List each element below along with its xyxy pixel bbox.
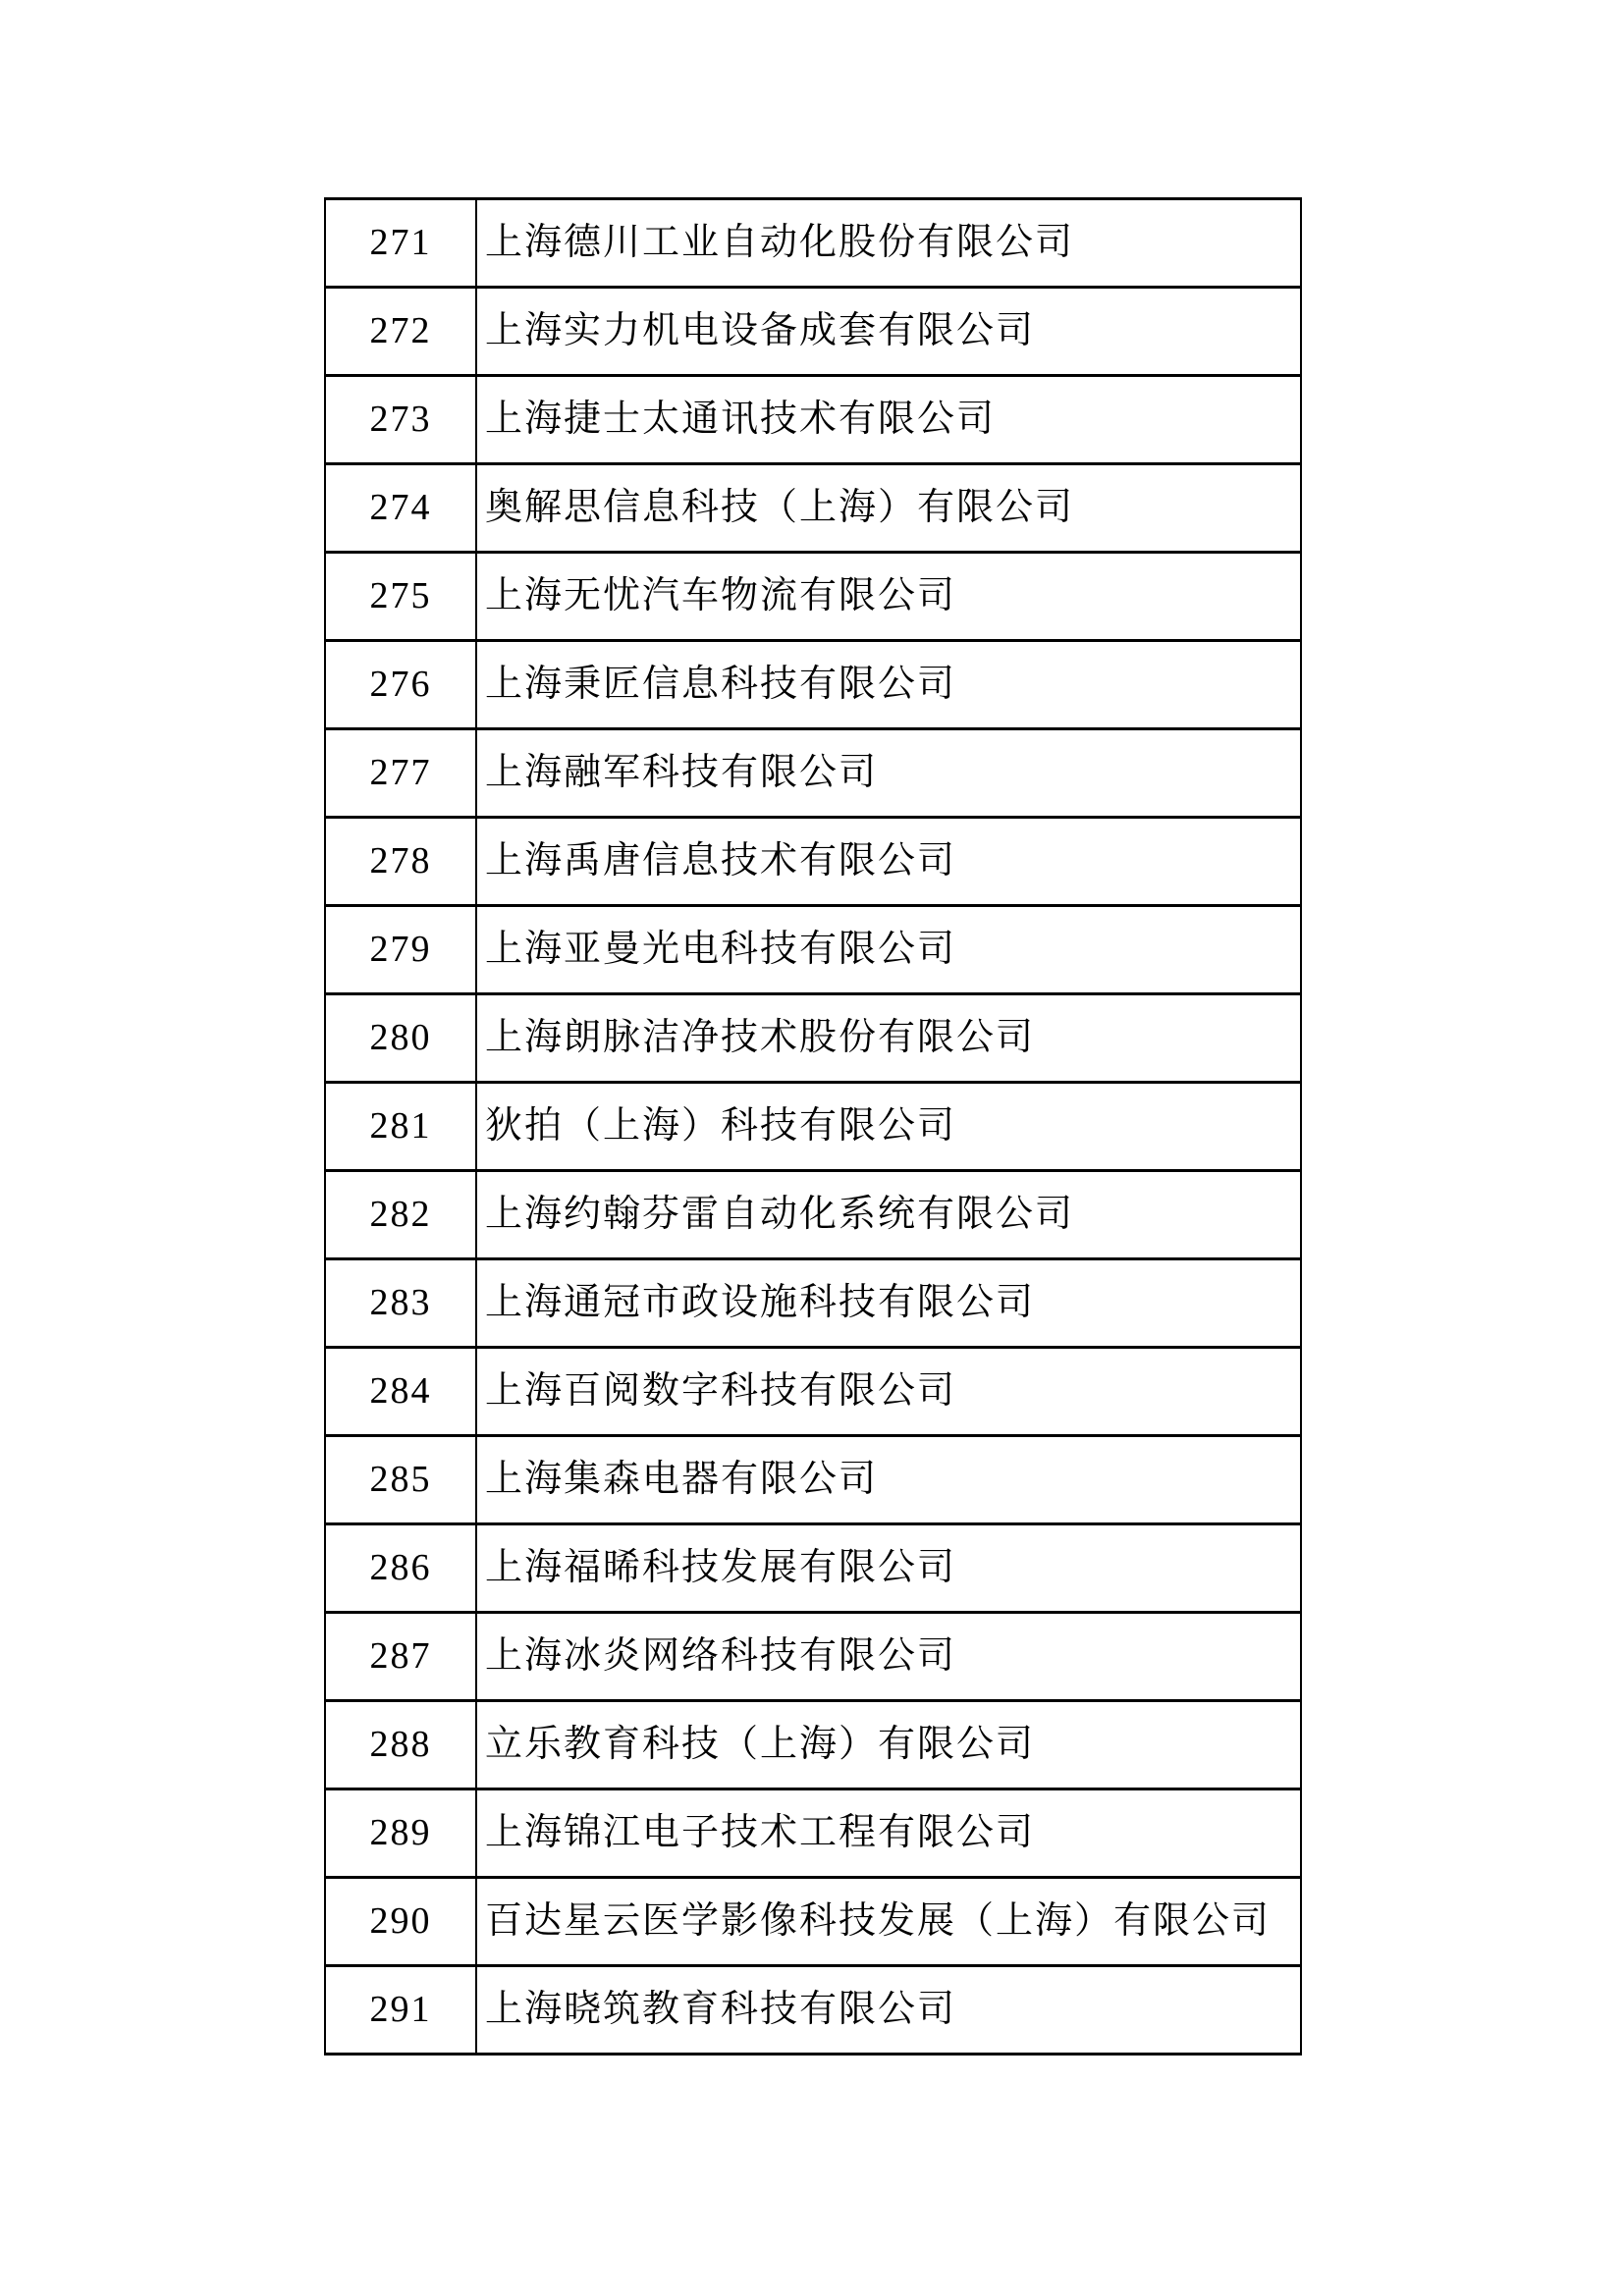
table-row bbox=[325, 906, 1301, 994]
row-index-cell: 281 bbox=[325, 1083, 476, 1171]
table-row bbox=[325, 818, 1301, 906]
company-table-body bbox=[325, 199, 1301, 2055]
row-index-cell: 282 bbox=[325, 1171, 476, 1259]
company-name-cell: 上海集森电器有限公司 bbox=[476, 1436, 1301, 1524]
company-name-cell: 狄拍（上海）科技有限公司 bbox=[476, 1083, 1301, 1171]
table-row bbox=[325, 199, 1301, 288]
row-index-cell: 280 bbox=[325, 994, 476, 1083]
table-row bbox=[325, 1613, 1301, 1701]
table-row bbox=[325, 1701, 1301, 1789]
company-name-cell: 上海无忧汽车物流有限公司 bbox=[476, 553, 1301, 641]
table-row bbox=[325, 464, 1301, 553]
row-index-cell: 290 bbox=[325, 1878, 476, 1966]
row-index-cell: 274 bbox=[325, 464, 476, 553]
table-row bbox=[325, 1436, 1301, 1524]
row-index-cell: 277 bbox=[325, 729, 476, 818]
row-index-cell: 279 bbox=[325, 906, 476, 994]
company-name-cell: 上海亚曼光电科技有限公司 bbox=[476, 906, 1301, 994]
company-name-cell: 上海福晞科技发展有限公司 bbox=[476, 1524, 1301, 1613]
company-name-cell: 上海通冠市政设施科技有限公司 bbox=[476, 1259, 1301, 1348]
row-index-cell: 271 bbox=[325, 199, 476, 288]
company-name-cell: 上海捷士太通讯技术有限公司 bbox=[476, 376, 1301, 464]
row-index-cell: 278 bbox=[325, 818, 476, 906]
company-name-cell: 奥解思信息科技（上海）有限公司 bbox=[476, 464, 1301, 553]
table-row bbox=[325, 1966, 1301, 2055]
company-name-cell: 上海秉匠信息科技有限公司 bbox=[476, 641, 1301, 729]
table-row bbox=[325, 729, 1301, 818]
company-name-cell: 上海实力机电设备成套有限公司 bbox=[476, 288, 1301, 376]
company-table bbox=[324, 197, 1302, 2056]
row-index-cell: 275 bbox=[325, 553, 476, 641]
row-index-cell: 286 bbox=[325, 1524, 476, 1613]
row-index-cell: 276 bbox=[325, 641, 476, 729]
company-name-cell: 上海融军科技有限公司 bbox=[476, 729, 1301, 818]
table-row bbox=[325, 376, 1301, 464]
company-name-cell: 上海约翰芬雷自动化系统有限公司 bbox=[476, 1171, 1301, 1259]
company-name-cell: 上海德川工业自动化股份有限公司 bbox=[476, 199, 1301, 288]
company-name-cell: 上海朗脉洁净技术股份有限公司 bbox=[476, 994, 1301, 1083]
table-row bbox=[325, 288, 1301, 376]
company-name-cell: 上海冰炎网络科技有限公司 bbox=[476, 1613, 1301, 1701]
row-index-cell: 273 bbox=[325, 376, 476, 464]
company-name-cell: 上海锦江电子技术工程有限公司 bbox=[476, 1789, 1301, 1878]
company-name-cell: 上海晓筑教育科技有限公司 bbox=[476, 1966, 1301, 2055]
table-row bbox=[325, 1171, 1301, 1259]
table-row bbox=[325, 641, 1301, 729]
table-row bbox=[325, 1348, 1301, 1436]
table-row bbox=[325, 1878, 1301, 1966]
company-name-cell: 百达星云医学影像科技发展（上海）有限公司 bbox=[476, 1878, 1301, 1966]
table-row bbox=[325, 1083, 1301, 1171]
company-name-cell: 上海百阅数字科技有限公司 bbox=[476, 1348, 1301, 1436]
row-index-cell: 289 bbox=[325, 1789, 476, 1878]
row-index-cell: 287 bbox=[325, 1613, 476, 1701]
table-row bbox=[325, 1789, 1301, 1878]
table-row bbox=[325, 1524, 1301, 1613]
table-row bbox=[325, 1259, 1301, 1348]
row-index-cell: 285 bbox=[325, 1436, 476, 1524]
table-row bbox=[325, 994, 1301, 1083]
row-index-cell: 288 bbox=[325, 1701, 476, 1789]
row-index-cell: 283 bbox=[325, 1259, 476, 1348]
table-row bbox=[325, 553, 1301, 641]
company-name-cell: 上海禹唐信息技术有限公司 bbox=[476, 818, 1301, 906]
row-index-cell: 272 bbox=[325, 288, 476, 376]
row-index-cell: 284 bbox=[325, 1348, 476, 1436]
company-name-cell: 立乐教育科技（上海）有限公司 bbox=[476, 1701, 1301, 1789]
row-index-cell: 291 bbox=[325, 1966, 476, 2055]
